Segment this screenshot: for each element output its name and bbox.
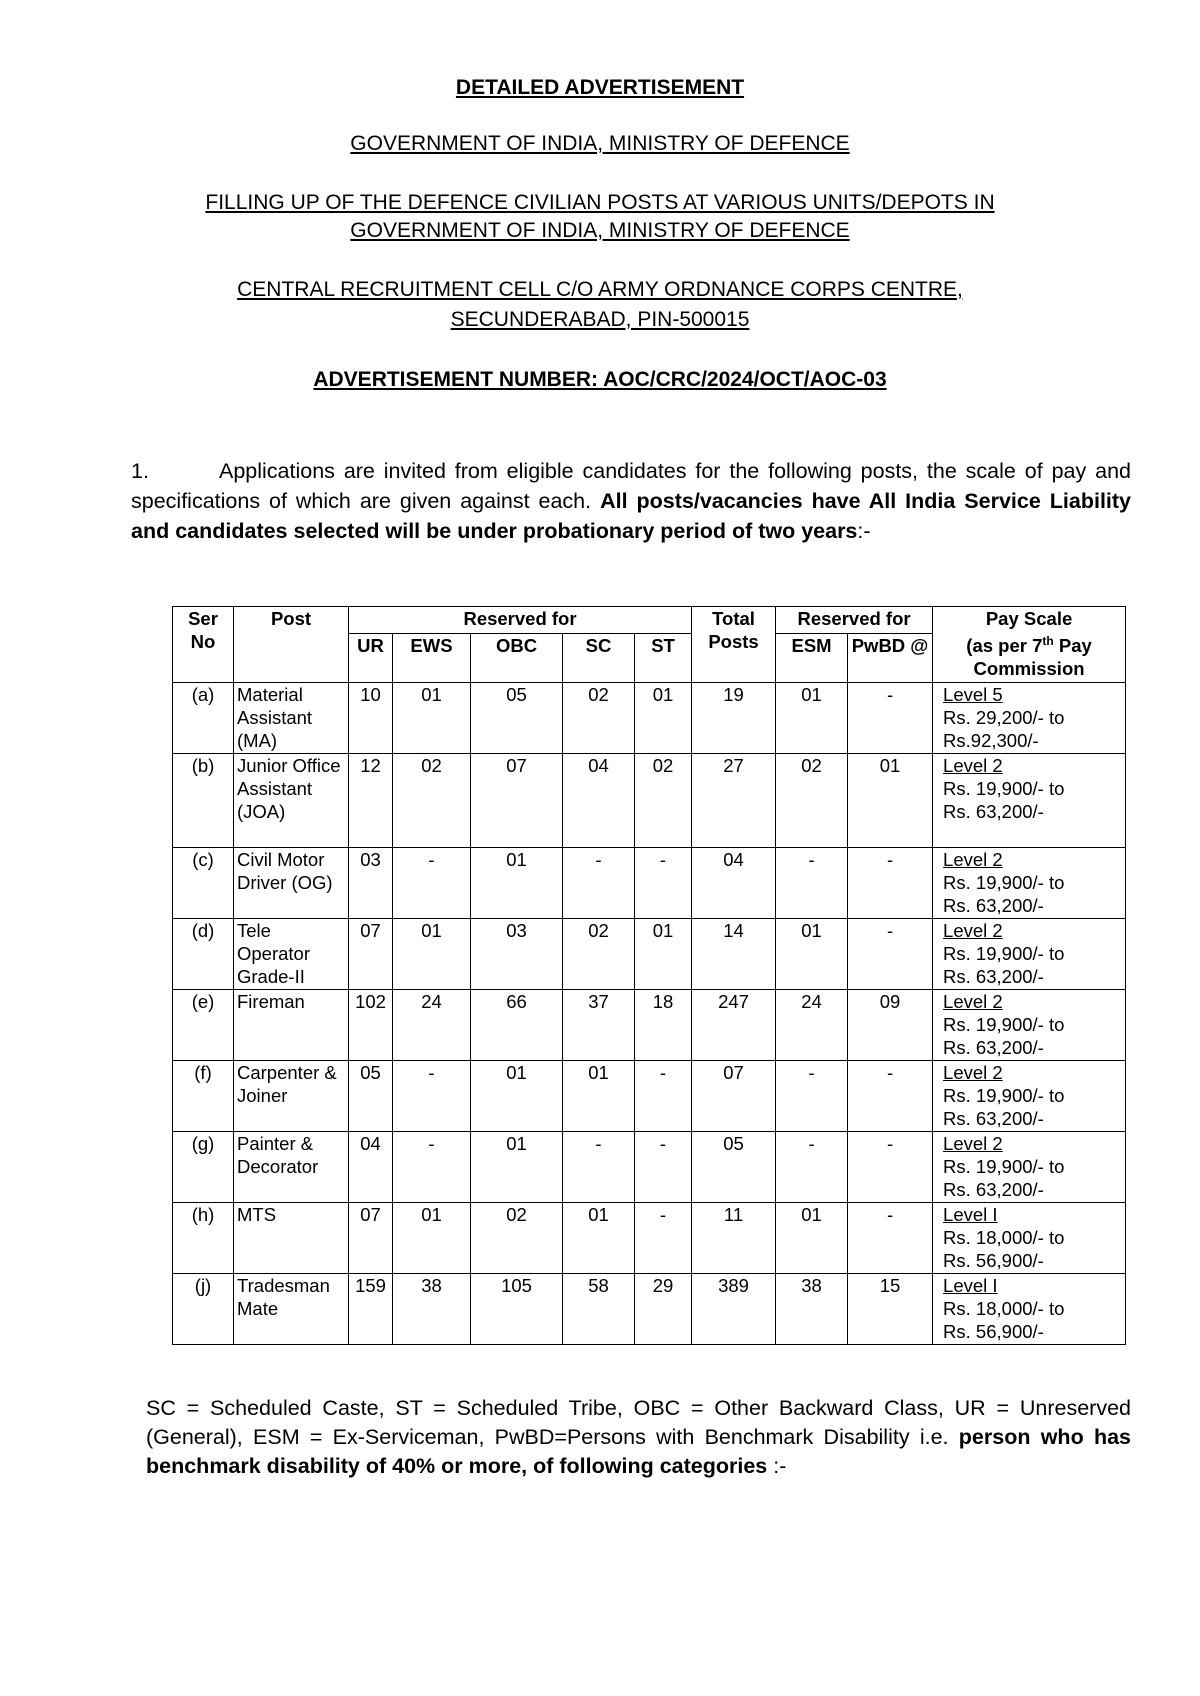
paragraph-text: Applications are invited from eligible candidates for the following posts, the scale of pay and specifications of which are given against each.	[131, 459, 1131, 513]
ews-count: 01	[393, 683, 471, 754]
pay-range-from: Rs. 19,900/- to	[943, 778, 1065, 799]
pay-scale	[933, 990, 1126, 1061]
post-name: Carpenter & Joiner	[234, 1061, 349, 1132]
total-posts: 389	[692, 1274, 776, 1345]
ews-count: 01	[393, 919, 471, 990]
table-row	[173, 919, 1126, 990]
header-post: Post	[234, 607, 349, 683]
table-row	[173, 683, 1126, 754]
pay-level: Level 2	[943, 1133, 1003, 1154]
ser-no: (a)	[173, 683, 234, 754]
sc-count: 58	[563, 1274, 635, 1345]
post-name: MTS	[234, 1203, 349, 1274]
ser-no: (b)	[173, 754, 234, 848]
ur-count: 07	[349, 1203, 393, 1274]
esm-count: 38	[776, 1274, 848, 1345]
pay-range-from: Rs. 29,200/- to	[943, 707, 1065, 728]
legend-tail: :-	[773, 1454, 787, 1478]
pay-scale	[933, 1061, 1126, 1132]
total-posts: 27	[692, 754, 776, 848]
table-row	[173, 1061, 1126, 1132]
pay-range-to: Rs. 63,200/-	[943, 801, 1044, 822]
legend-text: SC = Scheduled Caste, ST = Scheduled Tribe, OBC = Other Backward Class, UR = Unreserved (General), ESM = Ex-Serviceman, PwBD=Persons with Benchmark Disability i.e.	[146, 1396, 1131, 1449]
paragraph-1	[131, 456, 1131, 546]
post-name: Junior Office Assistant (JOA)	[234, 754, 349, 848]
pwbd-count: -	[848, 1203, 933, 1274]
table-row	[173, 1132, 1126, 1203]
pay-range-from: Rs. 18,000/- to	[943, 1298, 1065, 1319]
sc-count: 02	[563, 919, 635, 990]
ser-no: (c)	[173, 848, 234, 919]
total-posts: 04	[692, 848, 776, 919]
pay-level: Level 2	[943, 991, 1003, 1012]
header-ser-no: Ser No	[173, 607, 234, 683]
post-name: Civil Motor Driver (OG)	[234, 848, 349, 919]
ser-no: (e)	[173, 990, 234, 1061]
esm-count: 01	[776, 1203, 848, 1274]
pay-scale	[933, 683, 1126, 754]
st-count: 01	[635, 683, 692, 754]
pwbd-count: 01	[848, 754, 933, 848]
pay-level: Level 5	[943, 684, 1003, 705]
ews-count: 02	[393, 754, 471, 848]
ews-count: -	[393, 1132, 471, 1203]
ews-count: 01	[393, 1203, 471, 1274]
ur-count: 07	[349, 919, 393, 990]
obc-count: 105	[471, 1274, 563, 1345]
table-row	[173, 848, 1126, 919]
ser-no: (d)	[173, 919, 234, 990]
st-count: 18	[635, 990, 692, 1061]
obc-count: 01	[471, 848, 563, 919]
obc-count: 05	[471, 683, 563, 754]
obc-count: 07	[471, 754, 563, 848]
posts-table	[172, 606, 1126, 1345]
ur-count: 03	[349, 848, 393, 919]
obc-count: 03	[471, 919, 563, 990]
st-count: 29	[635, 1274, 692, 1345]
sc-count: 37	[563, 990, 635, 1061]
total-posts: 19	[692, 683, 776, 754]
header-pay-scale	[933, 607, 1126, 683]
sc-count: -	[563, 1132, 635, 1203]
paragraph-bold-text: All posts/vacancies have All India Service Liability and candidates selected will be under probationary period of two years	[131, 489, 1132, 543]
pay-range-from: Rs. 19,900/- to	[943, 1014, 1065, 1035]
st-count: -	[635, 1203, 692, 1274]
pay-scale-as-per: (as per 7	[966, 635, 1043, 657]
pwbd-count: 09	[848, 990, 933, 1061]
esm-count: -	[776, 848, 848, 919]
pay-scale-label: Pay Scale	[985, 608, 1073, 629]
ews-count: -	[393, 1061, 471, 1132]
pay-level: Level 2	[943, 849, 1003, 870]
sc-count: 02	[563, 683, 635, 754]
obc-count: 66	[471, 990, 563, 1061]
total-posts: 14	[692, 919, 776, 990]
sc-count: 04	[563, 754, 635, 848]
table-row	[173, 1203, 1126, 1274]
header-ur: UR	[349, 634, 393, 683]
paragraph-number: 1.	[131, 459, 149, 483]
table-row	[173, 1274, 1126, 1345]
obc-count: 01	[471, 1061, 563, 1132]
esm-count: -	[776, 1132, 848, 1203]
esm-count: 02	[776, 754, 848, 848]
post-name: Tele Operator Grade-II	[234, 919, 349, 990]
pay-scale	[933, 754, 1126, 848]
sc-count: 01	[563, 1061, 635, 1132]
ews-count: -	[393, 848, 471, 919]
ser-no: (g)	[173, 1132, 234, 1203]
header-st: ST	[635, 634, 692, 683]
ser-no: (f)	[173, 1061, 234, 1132]
ur-count: 12	[349, 754, 393, 848]
pay-level: Level 2	[943, 1062, 1003, 1083]
esm-count: 01	[776, 683, 848, 754]
header-pwbd: PwBD @	[848, 634, 933, 683]
ur-count: 159	[349, 1274, 393, 1345]
header-obc: OBC	[471, 634, 563, 683]
pay-range-to: Rs. 63,200/-	[943, 966, 1044, 987]
pay-range-to: Rs. 56,900/-	[943, 1250, 1044, 1271]
ur-count: 10	[349, 683, 393, 754]
pay-scale	[933, 1132, 1126, 1203]
header-ews: EWS	[393, 634, 471, 683]
pay-range-to: Rs. 56,900/-	[943, 1321, 1044, 1342]
pwbd-count: 15	[848, 1274, 933, 1345]
pwbd-count: -	[848, 848, 933, 919]
pay-range-to: Rs.92,300/-	[943, 730, 1039, 751]
pwbd-count: -	[848, 683, 933, 754]
filling-heading-line1: FILLING UP OF THE DEFENCE CIVILIAN POSTS AT VARIOUS UNITS/DEPOTS IN	[205, 191, 995, 214]
header-reserved-for-2: Reserved for	[776, 607, 933, 634]
pay-scale-superscript: th	[1042, 634, 1054, 648]
pay-range-from: Rs. 19,900/- to	[943, 1156, 1065, 1177]
pay-scale	[933, 1203, 1126, 1274]
obc-count: 02	[471, 1203, 563, 1274]
legend-bold-text: person who has benchmark disability of 40% or more, of following categories	[146, 1425, 1131, 1478]
pay-range-from: Rs. 19,900/- to	[943, 943, 1065, 964]
recruitment-cell-line2: SECUNDERABAD, PIN-500015	[450, 308, 750, 331]
esm-count: -	[776, 1061, 848, 1132]
ur-count: 04	[349, 1132, 393, 1203]
pay-range-to: Rs. 63,200/-	[943, 1037, 1044, 1058]
st-count: -	[635, 1132, 692, 1203]
pay-scale	[933, 919, 1126, 990]
esm-count: 24	[776, 990, 848, 1061]
st-count: 02	[635, 754, 692, 848]
total-posts: 07	[692, 1061, 776, 1132]
ministry-heading: GOVERNMENT OF INDIA, MINISTRY OF DEFENCE	[350, 132, 850, 155]
recruitment-cell-line1: CENTRAL RECRUITMENT CELL C/O ARMY ORDNANCE CORPS CENTRE,	[237, 278, 963, 301]
sc-count: 01	[563, 1203, 635, 1274]
pay-level: Level 2	[943, 755, 1003, 776]
header-esm: ESM	[776, 634, 848, 683]
pay-scale	[933, 848, 1126, 919]
post-name: Tradesman Mate	[234, 1274, 349, 1345]
post-name: Painter & Decorator	[234, 1132, 349, 1203]
ur-count: 05	[349, 1061, 393, 1132]
ews-count: 24	[393, 990, 471, 1061]
sc-count: -	[563, 848, 635, 919]
pay-level: Level I	[943, 1275, 998, 1296]
header-sc: SC	[563, 634, 635, 683]
pay-range-from: Rs. 19,900/- to	[943, 872, 1065, 893]
pay-level: Level 2	[943, 920, 1003, 941]
total-posts: 11	[692, 1203, 776, 1274]
advertisement-number: ADVERTISEMENT NUMBER: AOC/CRC/2024/OCT/AOC-03	[313, 368, 887, 391]
pay-range-to: Rs. 63,200/-	[943, 1108, 1044, 1129]
table-row	[173, 754, 1126, 848]
st-count: 01	[635, 919, 692, 990]
table-row	[173, 990, 1126, 1061]
esm-count: 01	[776, 919, 848, 990]
pay-range-to: Rs. 63,200/-	[943, 895, 1044, 916]
pay-range-to: Rs. 63,200/-	[943, 1179, 1044, 1200]
st-count: -	[635, 848, 692, 919]
post-name: Material Assistant (MA)	[234, 683, 349, 754]
ur-count: 102	[349, 990, 393, 1061]
pwbd-count: -	[848, 919, 933, 990]
ser-no: (j)	[173, 1274, 234, 1345]
pwbd-count: -	[848, 1061, 933, 1132]
header-reserved-for: Reserved for	[349, 607, 692, 634]
paragraph-tail: :-	[857, 519, 871, 543]
pay-scale-pay: Pay	[1053, 635, 1092, 657]
post-name: Fireman	[234, 990, 349, 1061]
ser-no: (h)	[173, 1203, 234, 1274]
document-title: DETAILED ADVERTISEMENT	[455, 76, 745, 99]
pay-level: Level I	[943, 1204, 998, 1225]
ews-count: 38	[393, 1274, 471, 1345]
pay-scale-commission: Commission	[973, 658, 1085, 680]
pay-range-from: Rs. 18,000/- to	[943, 1227, 1065, 1248]
header-total-posts: Total Posts	[692, 607, 776, 683]
obc-count: 01	[471, 1132, 563, 1203]
total-posts: 05	[692, 1132, 776, 1203]
filling-heading-line2: GOVERNMENT OF INDIA, MINISTRY OF DEFENCE	[350, 219, 850, 242]
pay-scale	[933, 1274, 1126, 1345]
pay-range-from: Rs. 19,900/- to	[943, 1085, 1065, 1106]
total-posts: 247	[692, 990, 776, 1061]
pwbd-count: -	[848, 1132, 933, 1203]
abbreviations-legend	[146, 1394, 1131, 1481]
st-count: -	[635, 1061, 692, 1132]
